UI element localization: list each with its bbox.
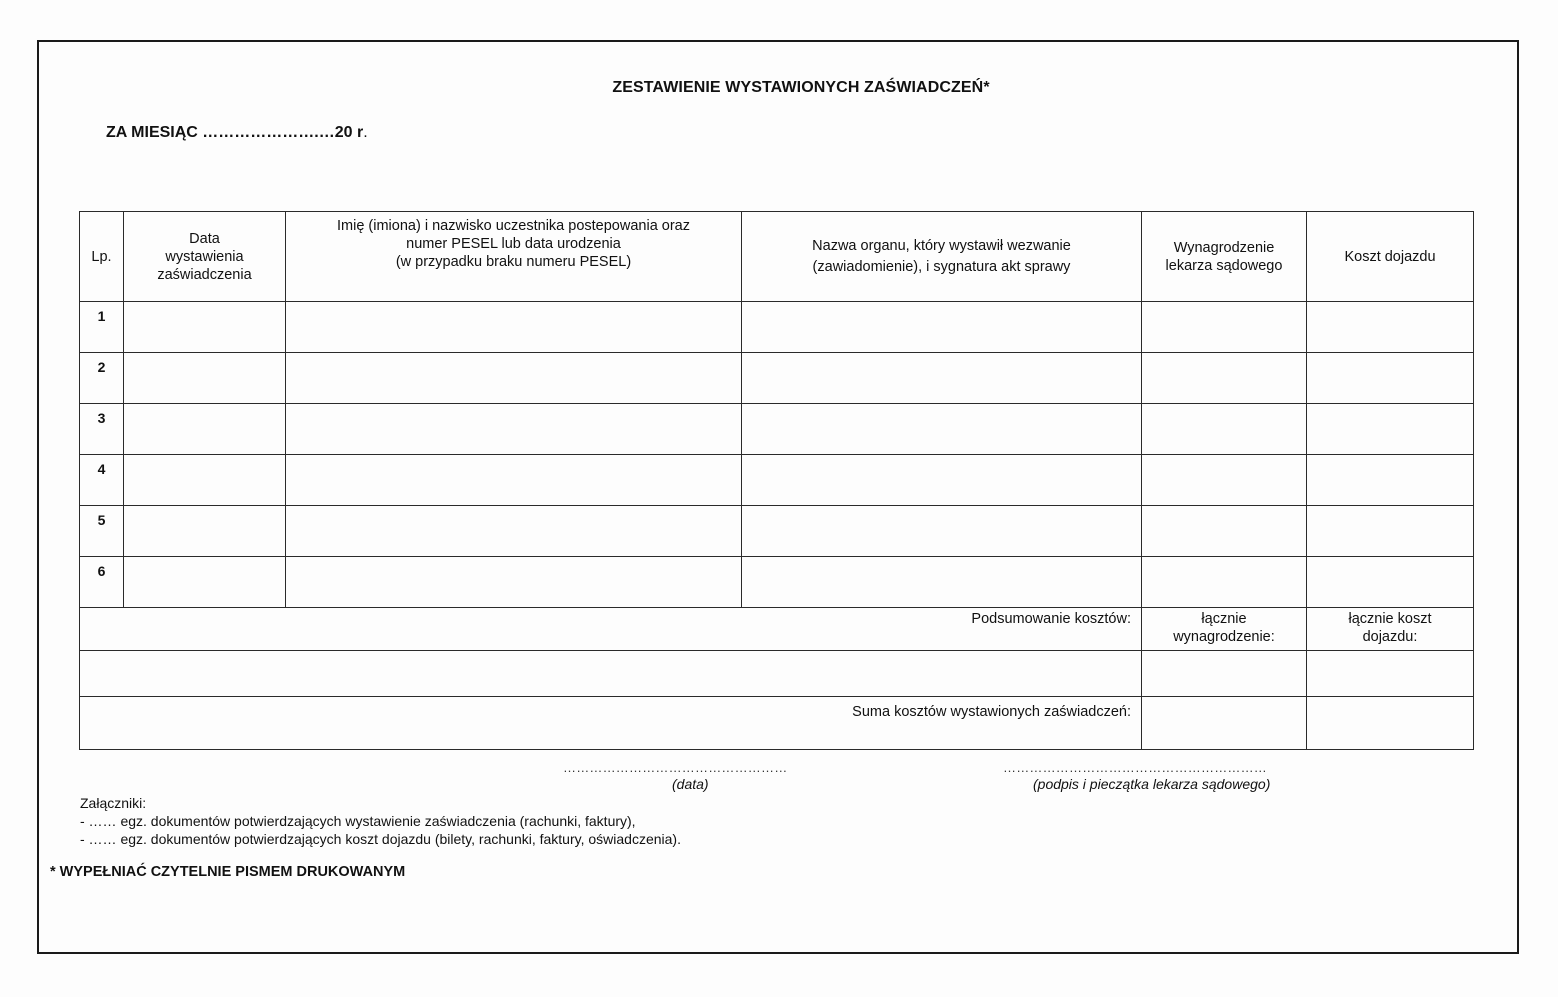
fee-cell[interactable] <box>1142 353 1307 404</box>
summary-label: Podsumowanie kosztów: <box>80 608 1142 651</box>
total-fee-value[interactable] <box>1142 651 1307 697</box>
travel-cost-cell[interactable] <box>1307 404 1474 455</box>
month-line-end: . <box>363 124 368 141</box>
header-travel-cost: Koszt dojazdu <box>1307 212 1474 302</box>
footnote: * WYPEŁNIAĆ CZYTELNIE PISMEM DRUKOWANYM <box>50 864 406 880</box>
row-number: 1 <box>80 302 124 353</box>
authority-cell[interactable] <box>742 506 1142 557</box>
issue-date-cell[interactable] <box>124 557 286 608</box>
date-caption: (data) <box>672 776 709 792</box>
issue-date-cell[interactable] <box>124 404 286 455</box>
authority-cell[interactable] <box>742 455 1142 506</box>
fee-cell[interactable] <box>1142 455 1307 506</box>
grand-total-row <box>80 697 1474 750</box>
table-header-row <box>80 212 1474 302</box>
fee-cell[interactable] <box>1142 404 1307 455</box>
participant-cell[interactable] <box>286 404 742 455</box>
header-participant: Imię (imiona) i nazwisko uczestnika postepowania oraz numer PESEL lub data urodzenia (w przypadku braku numeru PESEL) <box>286 212 742 302</box>
total-fee-label: łącznie wynagrodzenie: <box>1142 608 1307 651</box>
row-number: 6 <box>80 557 124 608</box>
travel-cost-cell[interactable] <box>1307 353 1474 404</box>
authority-cell[interactable] <box>742 302 1142 353</box>
travel-cost-cell[interactable] <box>1307 557 1474 608</box>
form-title: ZESTAWIENIE WYSTAWIONYCH ZAŚWIADCZEŃ* <box>612 79 990 96</box>
total-travel-value[interactable] <box>1307 651 1474 697</box>
participant-cell[interactable] <box>286 506 742 557</box>
fee-cell[interactable] <box>1142 557 1307 608</box>
month-line-text: ZA MIESIĄC ………………….…20 r <box>106 124 364 141</box>
header-issue-date: Data wystawienia zaświadczenia <box>124 212 286 302</box>
travel-cost-cell[interactable] <box>1307 302 1474 353</box>
attachment-item: - …… egz. dokumentów potwierdzających wystawienie zaświadczenia (rachunki, faktury), <box>80 813 636 829</box>
grand-total-travel-value[interactable] <box>1307 697 1474 750</box>
summary-blank-cell <box>80 651 1142 697</box>
issue-date-cell[interactable] <box>124 455 286 506</box>
table-row <box>80 302 1474 353</box>
travel-cost-cell[interactable] <box>1307 506 1474 557</box>
table-row <box>80 506 1474 557</box>
total-travel-label: łącznie koszt dojazdu: <box>1307 608 1474 651</box>
fee-cell[interactable] <box>1142 506 1307 557</box>
authority-cell[interactable] <box>742 557 1142 608</box>
participant-cell[interactable] <box>286 455 742 506</box>
table-row <box>80 353 1474 404</box>
participant-cell[interactable] <box>286 353 742 404</box>
grand-total-fee-value[interactable] <box>1142 697 1307 750</box>
header-lp: Lp. <box>80 212 124 302</box>
issue-date-cell[interactable] <box>124 353 286 404</box>
participant-cell[interactable] <box>286 302 742 353</box>
summary-row <box>80 608 1474 651</box>
authority-cell[interactable] <box>742 353 1142 404</box>
travel-cost-cell[interactable] <box>1307 455 1474 506</box>
issue-date-cell[interactable] <box>124 506 286 557</box>
month-line[interactable] <box>106 124 368 142</box>
table-row <box>80 557 1474 608</box>
table-row <box>80 455 1474 506</box>
attachments <box>80 794 681 848</box>
table-row <box>80 404 1474 455</box>
row-number: 2 <box>80 353 124 404</box>
certificates-table <box>79 211 1474 750</box>
authority-cell[interactable] <box>742 404 1142 455</box>
attachments-heading: Załączniki: <box>80 795 147 811</box>
doctor-signature-line[interactable]: …………………………………………………… <box>1003 760 1267 775</box>
date-signature-line[interactable]: …………………………………………… <box>563 760 788 775</box>
doctor-signature-caption: (podpis i pieczątka lekarza sądowego) <box>1033 776 1271 792</box>
issue-date-cell[interactable] <box>124 302 286 353</box>
fee-cell[interactable] <box>1142 302 1307 353</box>
row-number: 4 <box>80 455 124 506</box>
attachment-item: - …… egz. dokumentów potwierdzających koszt dojazdu (bilety, rachunki, faktury, oświadczenia). <box>80 831 681 847</box>
participant-cell[interactable] <box>286 557 742 608</box>
row-number: 5 <box>80 506 124 557</box>
summary-values-row <box>80 651 1474 697</box>
header-fee: Wynagrodzenie lekarza sądowego <box>1142 212 1307 302</box>
row-number: 3 <box>80 404 124 455</box>
grand-total-label: Suma kosztów wystawionych zaświadczeń: <box>80 697 1142 750</box>
header-authority: Nazwa organu, który wystawił wezwanie (zawiadomienie), i sygnatura akt sprawy <box>742 212 1142 302</box>
